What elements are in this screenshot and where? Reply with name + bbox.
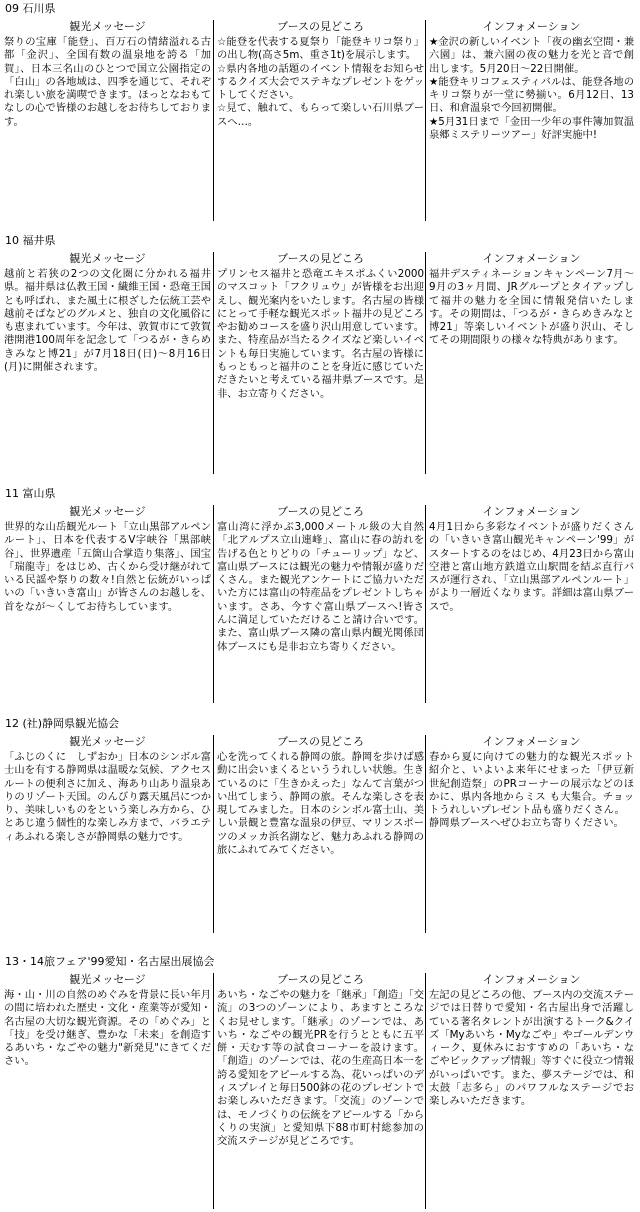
section-title: 09 石川県 — [5, 2, 56, 15]
info-column — [429, 252, 634, 348]
column-divider — [425, 973, 426, 1209]
info-text: 4月1日から多彩なイベントが盛りだくさんの「いきいき富山観光キャンペーン'99」がスタートするのをはじめ、4月23日から富山空港と富山地方鉄道立山駅間を結ぶ直行バスが運行され、「立山黒部アルペンルート」がより一層近くなります。詳細は富山県ブースで。 — [429, 521, 634, 613]
info-header: インフォメーション — [482, 973, 581, 986]
message-text: 祭りの宝庫「能登」、百万石の情緒溢れる古都「金沢」、全国有数の温泉地を誇る「加賀」、日本三名山のひとつで国立公園指定の「白山」の各地域は、四季を通じて、それぞれ楽しい旅を満喫できます。ほっとなおもてなしの心で皆様のお越しをお待ちしております。 — [4, 36, 211, 128]
column-divider — [213, 973, 214, 1209]
section-title: 11 富山県 — [5, 487, 56, 500]
highlights-header: ブースの見どころ — [276, 252, 365, 265]
column-divider — [213, 735, 214, 933]
section-title: 13・14旅フェア'99愛知・名古屋出展協会 — [5, 955, 215, 968]
highlights-text: 富山湾に浮かぶ3,000メートル級の大自然「北アルプス立山連峰」、富山に春の訪れを告げる色とりどりの「チューリップ」など、富山県ブースには観光の魅力や情報が盛りだくさん。また観光アンケートにご協力いただいた方には富山の特産品をプレゼントしちゃいます。さあ、今すぐ富山県ブースへ!皆さんに満足していただけること請け合いです。また、富山県ブース隣の富山県内観光関係団体ブースにも是非お立ち寄りください。 — [217, 521, 424, 653]
column-divider — [425, 505, 426, 703]
message-column — [4, 252, 211, 374]
message-header: 観光メッセージ — [69, 252, 146, 265]
message-column — [4, 735, 211, 844]
info-header: インフォメーション — [482, 735, 581, 748]
highlights-text: ☆能登を代表する夏祭り「能登キリコ祭り」の出し物(高さ5m、重さ1t)を展示します。 — [217, 36, 424, 62]
message-text: 海・山・川の自然のめぐみを背景に長い年月の間に培われた歴史・文化・産業等が愛知・名古屋の大切な観光資源。その「めぐみ」と「技」を受け継ぎ、豊かな「未来」を創造するあいち・なごやの魅力"新発見"にきてください。 — [4, 989, 211, 1068]
info-column — [429, 973, 634, 1109]
section-title: 10 福井県 — [5, 234, 56, 247]
column-divider — [213, 252, 214, 474]
highlights-text: ☆見て、触れて、もらって楽しい石川県ブースへ…。 — [217, 102, 424, 128]
highlights-text: プリンセス福井と恐竜エキスポふくい2000のマスコット「フクリュウ」が皆様をお出迎えし、観光案内をいたします。名古屋の皆様にとって手軽な観光スポット福井の見どころやお勧めコースを盛り沢山用意しています。また、特産品が当たるクイズなど楽しいイベントも毎日実施しています。名古屋の皆様にもっともっと福井のことを身近に感じていただきたいと考えている福井県ブースです。是非、お立寄りください。 — [217, 268, 424, 400]
info-header: インフォメーション — [482, 505, 581, 518]
message-text: 世界的な山岳観光ルート「立山黒部アルペンルート」、日本を代表するV字峡谷「黒部峡谷」、世界遺産「五箇山合掌造り集落」、国宝「瑞龍寺」をはじめ、古くから受け継がれている民謡や祭りの数々!自然と伝統がいっぱいの「いきいき富山」が皆さんのお越しを、首をなが～くしてお待ちしています。 — [4, 521, 211, 613]
info-header: インフォメーション — [482, 20, 581, 33]
info-text: 静岡県ブースへぜひお立ち寄りください。 — [429, 817, 624, 830]
highlights-text: 心を洗ってくれる静岡の旅。静岡を歩けば感動に出会いまくるといううれしい状態。生きているのに「生きかえった」なんて言葉がつい出てしまう、静岡の旅。そんな楽しさを表現してみました。日本のシンボル富士山、美しい景観と豊富な温泉の伊豆、マリンスポーツのメッカ浜名湖など、魅力あふれる静岡の旅にふれてみてください。 — [217, 751, 424, 857]
info-text: ★5月31日まで「金田一少年の事件簿加賀温泉郷ミステリーツアー」好評実施中! — [429, 115, 634, 142]
info-header: インフォメーション — [482, 252, 581, 265]
info-text: ★能登キリコフェスティバルは、能登各地のキリコ祭りが一堂に勢揃い。6月12日、13日、和倉温泉で今回初開催。 — [429, 75, 634, 115]
message-header: 観光メッセージ — [69, 20, 146, 33]
highlights-column — [217, 252, 424, 401]
highlights-column — [217, 973, 424, 1149]
highlights-column — [217, 735, 424, 857]
column-divider — [213, 505, 214, 703]
column-divider — [213, 20, 214, 221]
info-column — [429, 735, 634, 831]
column-divider — [425, 735, 426, 933]
highlights-text: あいち・なごやの魅力を「継承」「創造」「交流」の3つのゾーンにより、あますところなくお見せします。「継承」のゾーンでは、あいち・なごやの観光PRを行うとともに五平餅・天むす等の試食コーナーを設けます。「創造」のゾーンでは、花の生産高日本一を誇る愛知をアピールする為、花いっぱいのディスプレイと毎日500鉢の花のプレゼントでお楽しみいただきます。「交流」のゾーンでは、モノづくりの伝統をアピールする「からくりの実演」と愛知県下88市町村総参加の交流ステージが見どころです。 — [217, 989, 424, 1148]
info-text: 福井デスティネーションキャンペーン7月～9月の3ヶ月間、JRグループとタイアップして福井の魅力を全国に情報発信いたします。その期間は、「つるが・きらめきみなと博21」等楽しいイベントが盛り沢山、そしてその期間限りの様々な特典があります。 — [429, 268, 634, 347]
info-column — [429, 505, 634, 614]
info-text: ★金沢の新しいイベント「夜の幽玄空間・兼六園」は、兼六園の夜の魅力を光と音で創出します。5月20日～22日開催。 — [429, 36, 634, 75]
message-header: 観光メッセージ — [69, 735, 146, 748]
highlights-column — [217, 505, 424, 654]
message-column — [4, 505, 211, 614]
message-column — [4, 20, 211, 129]
message-column — [4, 973, 211, 1069]
highlights-header: ブースの見どころ — [276, 735, 365, 748]
info-text: 春から夏に向けての魅力的な観光スポット紹介と、いよいよ来年にせまった「伊豆新世紀創造祭」のPRコーナーの展示などのほかに、県内各地からミス も大集合。チョットうれしいプレゼント品も盛りだくさん。 — [429, 751, 634, 817]
info-column — [429, 20, 634, 142]
message-text: 越前と若狭の2つの文化圏に分かれる福井県。福井県は仏教王国・繊維王国・恐竜王国とも呼ばれ、また風土に根ざした伝統工芸や越前そばなどのグルメと、独自の文化風俗にも恵まれています。今年は、敦賀市にて敦賀港開港100周年を記念して「つるが・きらめきみなと博21」が7月18日(日)～8月16日(月)に開催されます。 — [4, 268, 211, 374]
section-title: 12 (社)静岡県観光協会 — [5, 717, 120, 730]
highlights-header: ブースの見どころ — [276, 505, 365, 518]
column-divider — [425, 252, 426, 474]
message-header: 観光メッセージ — [69, 973, 146, 986]
highlights-header: ブースの見どころ — [276, 973, 365, 986]
column-divider — [425, 20, 426, 221]
highlights-text: ☆県内各地の話題のイベント情報をお知らせするクイズ大会でステキなプレゼントをゲットしてください。 — [217, 62, 424, 102]
highlights-header: ブースの見どころ — [276, 20, 365, 33]
message-text: 「ふじのくに しずおか」日本のシンボル富士山を有する静岡県は温暖な気候、アクセスルートの便利さに加え、海あり山あり温泉ありのリゾート天国。のんびり露天風呂につかり、美味しいものをという楽しみ方から、ひとあじ違う個性的な楽しみ方まで、バラエティあふれる楽しさが静岡県の魅力です。 — [4, 751, 211, 843]
info-text: 左記の見どころの他、ブース内の交流ステージでは日替りで愛知・名古屋出身で活躍している著名タレントが出演するトーク&クイズ「Myあいち・Myなごや」やゴールデンウィーク、夏休みにおすすめの「あいち・なごやピックアップ情報」等すぐに役立つ情報がいっぱいです。また、夢ステージでは、和太鼓「志多ら」のパワフルなステージでお楽しみいただきます。 — [429, 989, 634, 1108]
message-header: 観光メッセージ — [69, 505, 146, 518]
highlights-column — [217, 20, 424, 129]
